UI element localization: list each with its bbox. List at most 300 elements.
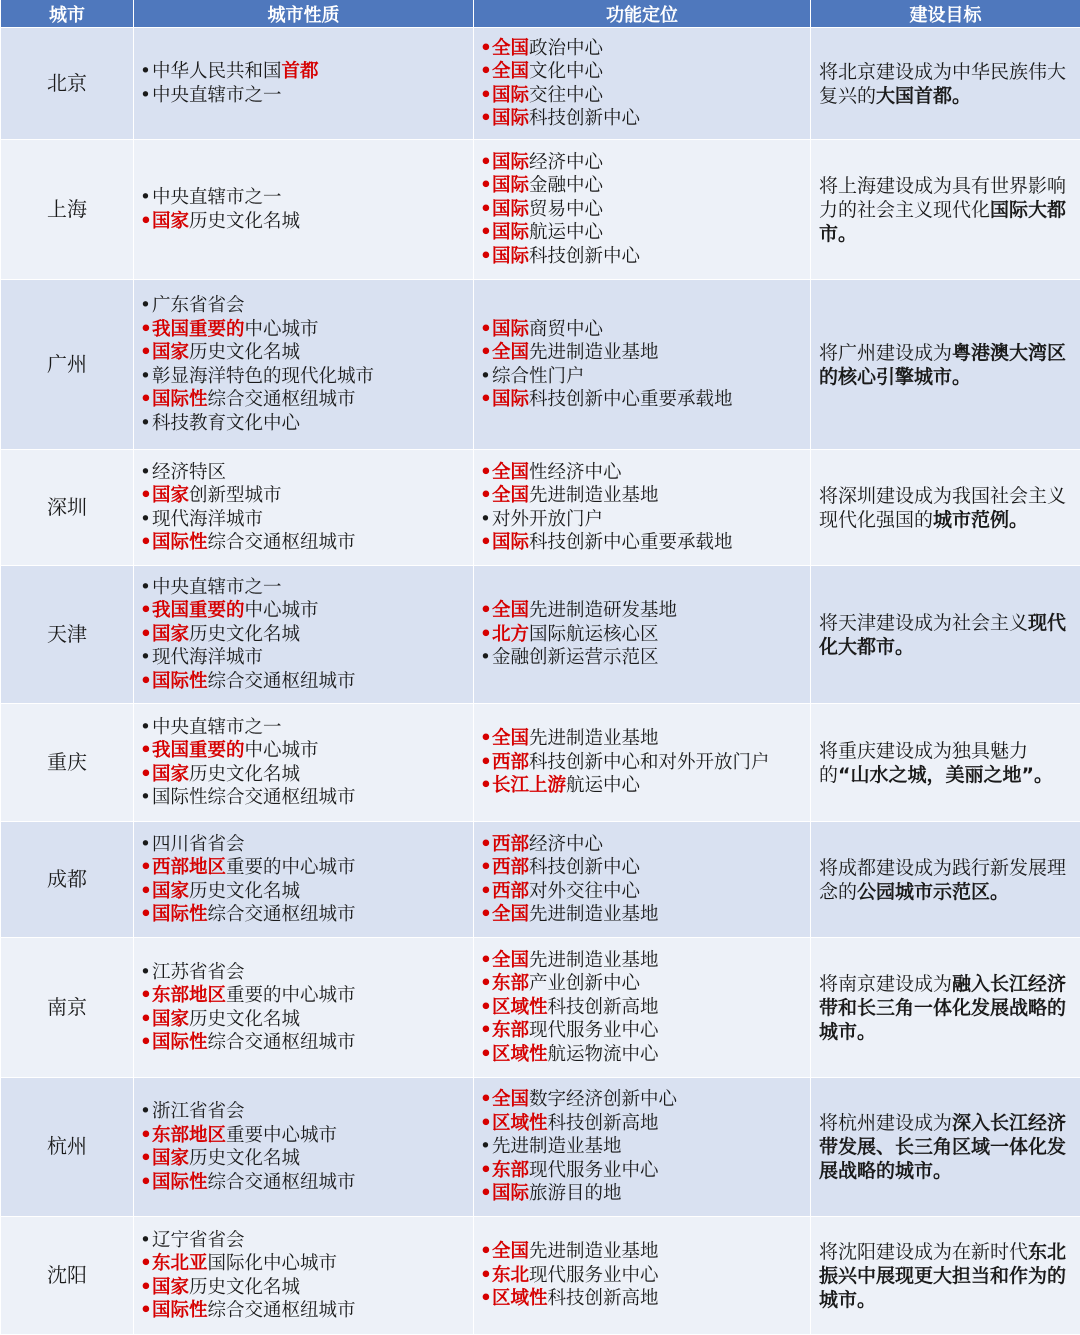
bullet-icon xyxy=(140,1008,152,1032)
plain-text: 综合交通枢纽城市 xyxy=(208,904,356,925)
bullet-icon xyxy=(480,151,492,175)
goal-emphasis: 现代化大都市。 xyxy=(819,612,1066,658)
highlight-text: 区域性 xyxy=(492,1288,548,1309)
bullet-icon xyxy=(140,623,152,647)
city-nature-cell xyxy=(134,704,474,822)
city-name: 重庆 xyxy=(1,704,134,822)
bullet-icon xyxy=(480,949,492,973)
function-item xyxy=(480,1019,804,1043)
function-item xyxy=(480,388,804,412)
plain-text: 政治中心 xyxy=(529,38,603,59)
function-item xyxy=(480,996,804,1020)
bullet-icon xyxy=(480,1182,492,1206)
plain-text: 交往中心 xyxy=(529,85,603,106)
plain-text: 科技创新中心 xyxy=(529,108,640,129)
plain-text: 重要的中心城市 xyxy=(226,857,356,878)
nature-item xyxy=(140,1299,467,1323)
highlight-text: 国家 xyxy=(152,764,189,785)
plain-text: 历史文化名城 xyxy=(189,211,300,232)
city-name: 广州 xyxy=(1,280,134,450)
plain-text: 文化中心 xyxy=(529,61,603,82)
city-nature-cell xyxy=(134,140,474,280)
plain-text: 历史文化名城 xyxy=(189,624,300,645)
nature-item xyxy=(140,1008,467,1032)
function-item xyxy=(480,245,804,269)
plain-text: 现代海洋城市 xyxy=(152,647,263,668)
plain-text: 现代服务业中心 xyxy=(529,1265,659,1286)
goal-text: 将南京建设成为 xyxy=(819,973,952,995)
goal-text: 将北京建设成为中华民族伟大复兴的 xyxy=(819,61,1066,107)
function-cell xyxy=(474,938,811,1078)
plain-text: 先进制造业基地 xyxy=(492,1136,622,1157)
city-name: 杭州 xyxy=(1,1078,134,1217)
highlight-text: 全国 xyxy=(492,462,529,483)
plain-text: 综合交通枢纽城市 xyxy=(208,389,356,410)
goal-cell xyxy=(811,450,1080,566)
table-row-tianjin xyxy=(1,566,1080,704)
highlight-text: 国际 xyxy=(492,1183,529,1204)
nature-item xyxy=(140,318,467,342)
highlight-text: 国际 xyxy=(492,199,529,220)
plain-text: 中央直辖市之一 xyxy=(152,187,282,208)
function-item xyxy=(480,221,804,245)
bullet-icon xyxy=(140,84,152,108)
city-name: 天津 xyxy=(1,566,134,704)
function-item xyxy=(480,1043,804,1067)
bullet-icon xyxy=(480,623,492,647)
highlight-text: 国际 xyxy=(492,319,529,340)
bullet-icon xyxy=(480,727,492,751)
highlight-text: 国际性 xyxy=(152,1300,208,1321)
highlight-text: 国际性 xyxy=(152,1032,208,1053)
table-row-chengdu xyxy=(1,822,1080,938)
bullet-icon xyxy=(140,186,152,210)
goal-emphasis: 融入长江经济带和长三角一体化发展战略的城市。 xyxy=(819,973,1066,1043)
goal-emphasis: 国际大都市。 xyxy=(819,199,1066,245)
nature-item xyxy=(140,1252,467,1276)
highlight-text: 长江上游 xyxy=(492,775,566,796)
header-row xyxy=(1,0,1080,28)
nature-item xyxy=(140,646,467,670)
bullet-icon xyxy=(480,484,492,508)
function-cell xyxy=(474,140,811,280)
city-nature-cell xyxy=(134,1078,474,1217)
function-cell xyxy=(474,822,811,938)
nature-item xyxy=(140,739,467,763)
bullet-icon xyxy=(480,1088,492,1112)
plain-text: 广东省省会 xyxy=(152,295,245,316)
goal-text: 将沈阳建设成为在新时代 xyxy=(819,1241,1028,1263)
plain-text: 科技创新中心 xyxy=(529,857,640,878)
highlight-text: 国家 xyxy=(152,211,189,232)
table-body xyxy=(1,28,1080,1335)
plain-text: 历史文化名城 xyxy=(189,1148,300,1169)
nature-item xyxy=(140,856,467,880)
bullet-icon xyxy=(480,107,492,131)
function-item xyxy=(480,949,804,973)
plain-text: 经济中心 xyxy=(529,152,603,173)
bullet-icon xyxy=(480,1043,492,1067)
highlight-text: 国家 xyxy=(152,624,189,645)
plain-text: 四川省省会 xyxy=(152,834,245,855)
bullet-icon xyxy=(480,318,492,342)
bullet-icon xyxy=(480,996,492,1020)
highlight-text: 国际 xyxy=(492,108,529,129)
plain-text: 重要中心城市 xyxy=(226,1125,337,1146)
goal-emphasis: 粤港澳大湾区的核心引擎城市。 xyxy=(819,342,1066,388)
city-nature-cell xyxy=(134,450,474,566)
highlight-text: 我国重要的 xyxy=(152,740,245,761)
nature-item xyxy=(140,961,467,985)
nature-item xyxy=(140,84,467,108)
goal-text: 将广州建设成为 xyxy=(819,342,952,364)
nature-item xyxy=(140,623,467,647)
city-nature-cell xyxy=(134,566,474,704)
nature-item xyxy=(140,60,467,84)
highlight-text: 全国 xyxy=(492,728,529,749)
bullet-icon xyxy=(140,1031,152,1055)
highlight-text: 西部 xyxy=(492,881,529,902)
highlight-text: 国际 xyxy=(492,152,529,173)
table-row-nanjing xyxy=(1,938,1080,1078)
plain-text: 先进制造业基地 xyxy=(529,342,659,363)
bullet-icon xyxy=(480,365,492,389)
highlight-text: 全国 xyxy=(492,485,529,506)
bullet-icon xyxy=(140,856,152,880)
bullet-icon xyxy=(140,1100,152,1124)
highlight-text: 全国 xyxy=(492,1241,529,1262)
highlight-text: 区域性 xyxy=(492,1113,548,1134)
highlight-text: 北方 xyxy=(492,624,529,645)
header-goal: 建设目标 xyxy=(811,0,1080,28)
bullet-icon xyxy=(140,833,152,857)
plain-text: 先进制造业基地 xyxy=(529,904,659,925)
plain-text: 金融中心 xyxy=(529,175,603,196)
plain-text: 国际性综合交通枢纽城市 xyxy=(152,787,356,808)
highlight-text: 国际性 xyxy=(152,904,208,925)
nature-item xyxy=(140,599,467,623)
nature-item xyxy=(140,210,467,234)
nature-item xyxy=(140,1147,467,1171)
bullet-icon xyxy=(480,833,492,857)
bullet-icon xyxy=(140,60,152,84)
function-item xyxy=(480,856,804,880)
plain-text: 科技创新高地 xyxy=(548,997,659,1018)
function-item xyxy=(480,365,804,389)
function-item xyxy=(480,37,804,61)
highlight-text: 首都 xyxy=(282,61,319,82)
bullet-icon xyxy=(140,531,152,555)
table-row-shanghai xyxy=(1,140,1080,280)
bullet-icon xyxy=(480,751,492,775)
function-item xyxy=(480,903,804,927)
city-name: 南京 xyxy=(1,938,134,1078)
goal-emphasis: 东北振兴中展现更大担当和作为的城市。 xyxy=(819,1241,1066,1311)
plain-text: 对外开放门户 xyxy=(492,509,603,530)
function-item xyxy=(480,318,804,342)
highlight-text: 区域性 xyxy=(492,1044,548,1065)
goal-cell xyxy=(811,566,1080,704)
plain-text: 历史文化名城 xyxy=(189,1009,300,1030)
plain-text: 中心城市 xyxy=(245,740,319,761)
plain-text: 国际化中心城市 xyxy=(208,1253,338,1274)
highlight-text: 东北亚 xyxy=(152,1253,208,1274)
plain-text: 科技创新中心 xyxy=(529,246,640,267)
bullet-icon xyxy=(480,198,492,222)
highlight-text: 东部 xyxy=(492,1020,529,1041)
function-item xyxy=(480,151,804,175)
highlight-text: 国家 xyxy=(152,1148,189,1169)
bullet-icon xyxy=(140,1252,152,1276)
plain-text: 先进制造业基地 xyxy=(529,1241,659,1262)
bullet-icon xyxy=(480,60,492,84)
highlight-text: 东部地区 xyxy=(152,985,226,1006)
function-item xyxy=(480,1240,804,1264)
nature-item xyxy=(140,1229,467,1253)
plain-text: 旅游目的地 xyxy=(529,1183,622,1204)
highlight-text: 东部地区 xyxy=(152,1125,226,1146)
bullet-icon xyxy=(480,1135,492,1159)
plain-text: 科技创新中心重要承载地 xyxy=(529,532,733,553)
plain-text: 科技教育文化中心 xyxy=(152,413,300,434)
function-item xyxy=(480,1088,804,1112)
plain-text: 辽宁省省会 xyxy=(152,1230,245,1251)
function-item xyxy=(480,461,804,485)
plain-text: 中华人民共和国 xyxy=(152,61,282,82)
function-item xyxy=(480,1287,804,1311)
bullet-icon xyxy=(140,294,152,318)
nature-item xyxy=(140,763,467,787)
bullet-icon xyxy=(480,1240,492,1264)
plain-text: 创新型城市 xyxy=(189,485,282,506)
goal-cell xyxy=(811,822,1080,938)
bullet-icon xyxy=(140,961,152,985)
highlight-text: 国际性 xyxy=(152,1172,208,1193)
plain-text: 性经济中心 xyxy=(529,462,622,483)
goal-text: 将上海建设成为具有世界影响力的社会主义现代化 xyxy=(819,175,1066,221)
nature-item xyxy=(140,186,467,210)
bullet-icon xyxy=(480,37,492,61)
plain-text: 先进制造业基地 xyxy=(529,728,659,749)
function-item xyxy=(480,880,804,904)
function-item xyxy=(480,599,804,623)
bullet-icon xyxy=(140,903,152,927)
highlight-text: 全国 xyxy=(492,600,529,621)
bullet-icon xyxy=(140,599,152,623)
bullet-icon xyxy=(140,388,152,412)
highlight-text: 国家 xyxy=(152,881,189,902)
bullet-icon xyxy=(480,245,492,269)
bullet-icon xyxy=(140,412,152,436)
nature-item xyxy=(140,365,467,389)
nature-item xyxy=(140,341,467,365)
nature-item xyxy=(140,903,467,927)
bullet-icon xyxy=(480,461,492,485)
function-cell xyxy=(474,704,811,822)
bullet-icon xyxy=(480,1112,492,1136)
function-item xyxy=(480,198,804,222)
bullet-icon xyxy=(480,84,492,108)
bullet-icon xyxy=(140,365,152,389)
nature-item xyxy=(140,1124,467,1148)
function-item xyxy=(480,727,804,751)
bullet-icon xyxy=(140,786,152,810)
table-row-guangzhou xyxy=(1,280,1080,450)
bullet-icon xyxy=(140,984,152,1008)
plain-text: 综合交通枢纽城市 xyxy=(208,1300,356,1321)
goal-text: 将杭州建设成为 xyxy=(819,1112,952,1134)
plain-text: 经济特区 xyxy=(152,462,226,483)
nature-item xyxy=(140,461,467,485)
nature-item xyxy=(140,880,467,904)
function-item xyxy=(480,531,804,555)
nature-item xyxy=(140,294,467,318)
goal-text: 将重庆建设成为独具魅力的 xyxy=(819,740,1028,786)
plain-text: 中央直辖市之一 xyxy=(152,717,282,738)
function-item xyxy=(480,107,804,131)
plain-text: 中央直辖市之一 xyxy=(152,577,282,598)
header-function: 功能定位 xyxy=(474,0,811,28)
bullet-icon xyxy=(140,739,152,763)
plain-text: 贸易中心 xyxy=(529,199,603,220)
plain-text: 中央直辖市之一 xyxy=(152,85,282,106)
bullet-icon xyxy=(480,599,492,623)
bullet-icon xyxy=(480,388,492,412)
city-name: 深圳 xyxy=(1,450,134,566)
city-name: 沈阳 xyxy=(1,1217,134,1335)
bullet-icon xyxy=(140,880,152,904)
plain-text: 国际航运核心区 xyxy=(529,624,659,645)
plain-text: 现代海洋城市 xyxy=(152,509,263,530)
plain-text: 经济中心 xyxy=(529,834,603,855)
city-name: 上海 xyxy=(1,140,134,280)
plain-text: 航运中心 xyxy=(529,222,603,243)
plain-text: 历史文化名城 xyxy=(189,342,300,363)
highlight-text: 全国 xyxy=(492,61,529,82)
plain-text: 科技创新中心和对外开放门户 xyxy=(529,752,770,773)
goal-cell xyxy=(811,1217,1080,1335)
function-item xyxy=(480,646,804,670)
bullet-icon xyxy=(480,341,492,365)
city-name: 北京 xyxy=(1,28,134,140)
function-item xyxy=(480,623,804,647)
nature-item xyxy=(140,484,467,508)
nature-item xyxy=(140,388,467,412)
nature-item xyxy=(140,508,467,532)
function-item xyxy=(480,508,804,532)
bullet-icon xyxy=(480,174,492,198)
bullet-icon xyxy=(140,670,152,694)
nature-item xyxy=(140,412,467,436)
goal-emphasis: 城市范例。 xyxy=(933,509,1028,531)
bullet-icon xyxy=(480,508,492,532)
nature-item xyxy=(140,576,467,600)
plain-text: 先进制造业基地 xyxy=(529,485,659,506)
highlight-text: 全国 xyxy=(492,342,529,363)
nature-item xyxy=(140,984,467,1008)
function-cell xyxy=(474,1078,811,1217)
function-item xyxy=(480,972,804,996)
city-nature-cell xyxy=(134,280,474,450)
plain-text: 航运中心 xyxy=(566,775,640,796)
plain-text: 数字经济创新中心 xyxy=(529,1089,677,1110)
highlight-text: 国际 xyxy=(492,246,529,267)
plain-text: 科技创新中心重要承载地 xyxy=(529,389,733,410)
city-nature-cell xyxy=(134,28,474,140)
nature-item xyxy=(140,833,467,857)
plain-text: 历史文化名城 xyxy=(189,1277,300,1298)
goal-emphasis: 深入长江经济带发展、长三角区域一体化发展战略的城市。 xyxy=(819,1112,1066,1182)
plain-text: 重要的中心城市 xyxy=(226,985,356,1006)
plain-text: 先进制造研发基地 xyxy=(529,600,677,621)
bullet-icon xyxy=(480,880,492,904)
function-cell xyxy=(474,28,811,140)
bullet-icon xyxy=(140,1171,152,1195)
highlight-text: 国际性 xyxy=(152,532,208,553)
nature-item xyxy=(140,1100,467,1124)
highlight-text: 全国 xyxy=(492,904,529,925)
goal-cell xyxy=(811,1078,1080,1217)
function-item xyxy=(480,1135,804,1159)
bullet-icon xyxy=(140,576,152,600)
nature-item xyxy=(140,716,467,740)
function-item xyxy=(480,1264,804,1288)
header-city: 城市 xyxy=(1,0,134,28)
nature-item xyxy=(140,1031,467,1055)
bullet-icon xyxy=(140,1147,152,1171)
highlight-text: 西部地区 xyxy=(152,857,226,878)
bullet-icon xyxy=(140,210,152,234)
highlight-text: 东部 xyxy=(492,973,529,994)
function-item xyxy=(480,174,804,198)
function-item xyxy=(480,833,804,857)
highlight-text: 国际 xyxy=(492,175,529,196)
city-nature-cell xyxy=(134,938,474,1078)
bullet-icon xyxy=(480,1159,492,1183)
highlight-text: 国际性 xyxy=(152,671,208,692)
plain-text: 产业创新中心 xyxy=(529,973,640,994)
plain-text: 现代服务业中心 xyxy=(529,1020,659,1041)
plain-text: 彰显海洋特色的现代化城市 xyxy=(152,366,374,387)
goal-cell xyxy=(811,704,1080,822)
function-item xyxy=(480,1159,804,1183)
bullet-icon xyxy=(140,461,152,485)
table-row-shenyang xyxy=(1,1217,1080,1335)
plain-text: 江苏省省会 xyxy=(152,962,245,983)
highlight-text: 国际性 xyxy=(152,389,208,410)
bullet-icon xyxy=(140,508,152,532)
function-item xyxy=(480,1182,804,1206)
nature-item xyxy=(140,670,467,694)
function-item xyxy=(480,1112,804,1136)
plain-text: 中心城市 xyxy=(245,600,319,621)
function-item xyxy=(480,84,804,108)
table-row-beijing xyxy=(1,28,1080,140)
table-row-chongqing xyxy=(1,704,1080,822)
plain-text: 综合性门户 xyxy=(492,366,585,387)
nature-item xyxy=(140,1171,467,1195)
goal-emphasis: “山水之城，美丽之地”。 xyxy=(838,764,1053,786)
nature-item xyxy=(140,786,467,810)
function-item xyxy=(480,484,804,508)
bullet-icon xyxy=(480,646,492,670)
plain-text: 商贸中心 xyxy=(529,319,603,340)
bullet-icon xyxy=(480,972,492,996)
city-name: 成都 xyxy=(1,822,134,938)
plain-text: 科技创新高地 xyxy=(548,1113,659,1134)
highlight-text: 全国 xyxy=(492,38,529,59)
goal-text: 将深圳建设成为我国社会主义现代化强国的 xyxy=(819,485,1066,531)
